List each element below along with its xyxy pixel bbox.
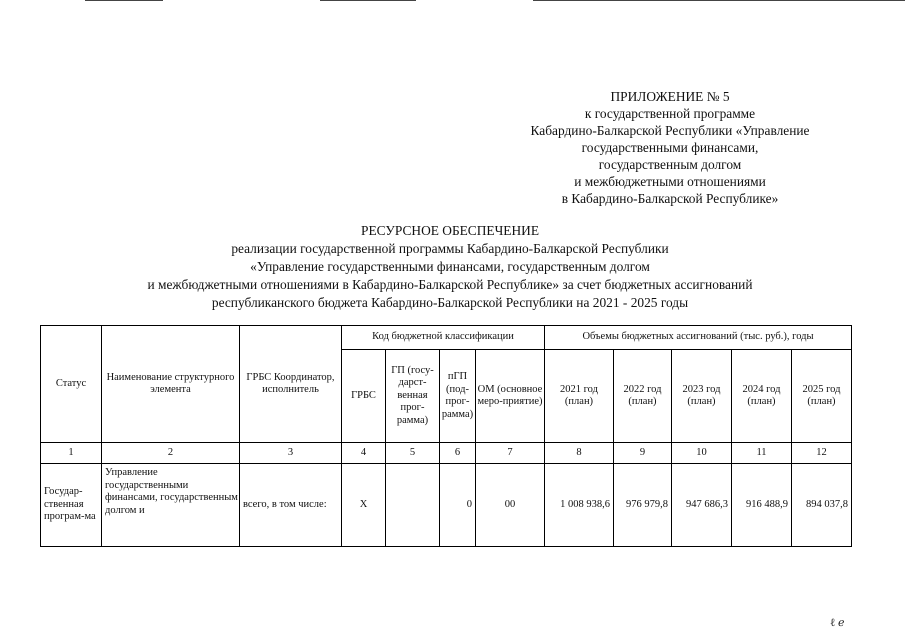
header-year-2022: 2022 год (план) [614, 350, 672, 443]
column-number: 5 [386, 443, 440, 464]
row-element-name: Управление государственными финансами, государственным долгом и [102, 464, 240, 547]
row-value-2025: 894 037,8 [792, 464, 852, 547]
appendix-line: к государственной программе [584, 106, 756, 121]
header-kbk-gp: ГП (госу-дарст-венная прог-рамма) [386, 350, 440, 443]
header-year-2024: 2024 год (план) [732, 350, 792, 443]
header-year-2023: 2023 год (план) [672, 350, 732, 443]
row-value-2022: 976 979,8 [614, 464, 672, 547]
scan-edge-line-3 [533, 0, 905, 1]
column-number: 7 [476, 443, 545, 464]
column-number: 1 [41, 443, 102, 464]
corner-handwritten-marks: ℓ ℯ [830, 617, 845, 629]
heading-line: «Управление государственными финансами, государственным долгом [250, 259, 650, 274]
column-number: 11 [732, 443, 792, 464]
row-grbs-coordinator: всего, в том числе: [240, 464, 342, 547]
row-kbk-gp [386, 464, 440, 547]
column-number: 9 [614, 443, 672, 464]
appendix-title: ПРИЛОЖЕНИЕ № 5 [610, 89, 730, 104]
column-number: 4 [342, 443, 386, 464]
header-element: Наименование структурного элемента [102, 326, 240, 443]
header-status: Статус [41, 326, 102, 443]
header-kbk-group: Код бюджетной классификации [342, 326, 545, 350]
row-status: Государ-ственная програм-ма [41, 464, 102, 547]
column-number: 8 [545, 443, 614, 464]
row-value-2021: 1 008 938,6 [545, 464, 614, 547]
heading-line: и межбюджетными отношениями в Кабардино-Балкарской Республике» за счет бюджетных ассигнований [147, 277, 753, 292]
header-volume-group: Объемы бюджетных ассигнований (тыс. руб.), годы [545, 326, 852, 350]
row-kbk-grbs: Х [342, 464, 386, 547]
row-value-2024: 916 488,9 [732, 464, 792, 547]
scan-edge-line-2 [320, 0, 416, 1]
appendix-block [470, 88, 870, 207]
column-number-row [41, 443, 852, 464]
header-grbs-coordinator: ГРБС Координатор, исполнитель [240, 326, 342, 443]
heading-line: республиканского бюджета Кабардино-Балкарской Республики на 2021 - 2025 годы [211, 295, 689, 310]
header-kbk-pgp: пГП (под-прог-рамма) [440, 350, 476, 443]
heading-line: реализации государственной программы Кабардино-Балкарской Республики [231, 241, 669, 256]
header-kbk-om: ОМ (основное меро-приятие) [476, 350, 545, 443]
scan-edge-line-1 [85, 0, 163, 1]
column-number: 2 [102, 443, 240, 464]
row-kbk-pgp: 0 [440, 464, 476, 547]
appendix-line: государственным долгом [598, 157, 742, 172]
document-heading [20, 222, 880, 312]
heading-title: РЕСУРСНОЕ ОБЕСПЕЧЕНИЕ [361, 223, 539, 238]
appendix-line: в Кабардино-Балкарской Республике» [561, 191, 779, 206]
header-kbk-grbs: ГРБС [342, 350, 386, 443]
appendix-line: Кабардино-Балкарской Республики «Управление [530, 123, 810, 138]
appendix-line: и межбюджетными отношениями [574, 174, 766, 189]
header-year-2025: 2025 год (план) [792, 350, 852, 443]
column-number: 12 [792, 443, 852, 464]
column-number: 3 [240, 443, 342, 464]
column-number: 10 [672, 443, 732, 464]
header-year-2021: 2021 год (план) [545, 350, 614, 443]
table-row [41, 464, 852, 547]
column-number: 6 [440, 443, 476, 464]
row-kbk-om: 00 [476, 464, 545, 547]
row-value-2023: 947 686,3 [672, 464, 732, 547]
resource-table [40, 325, 852, 547]
appendix-line: государственными финансами, [581, 140, 759, 155]
